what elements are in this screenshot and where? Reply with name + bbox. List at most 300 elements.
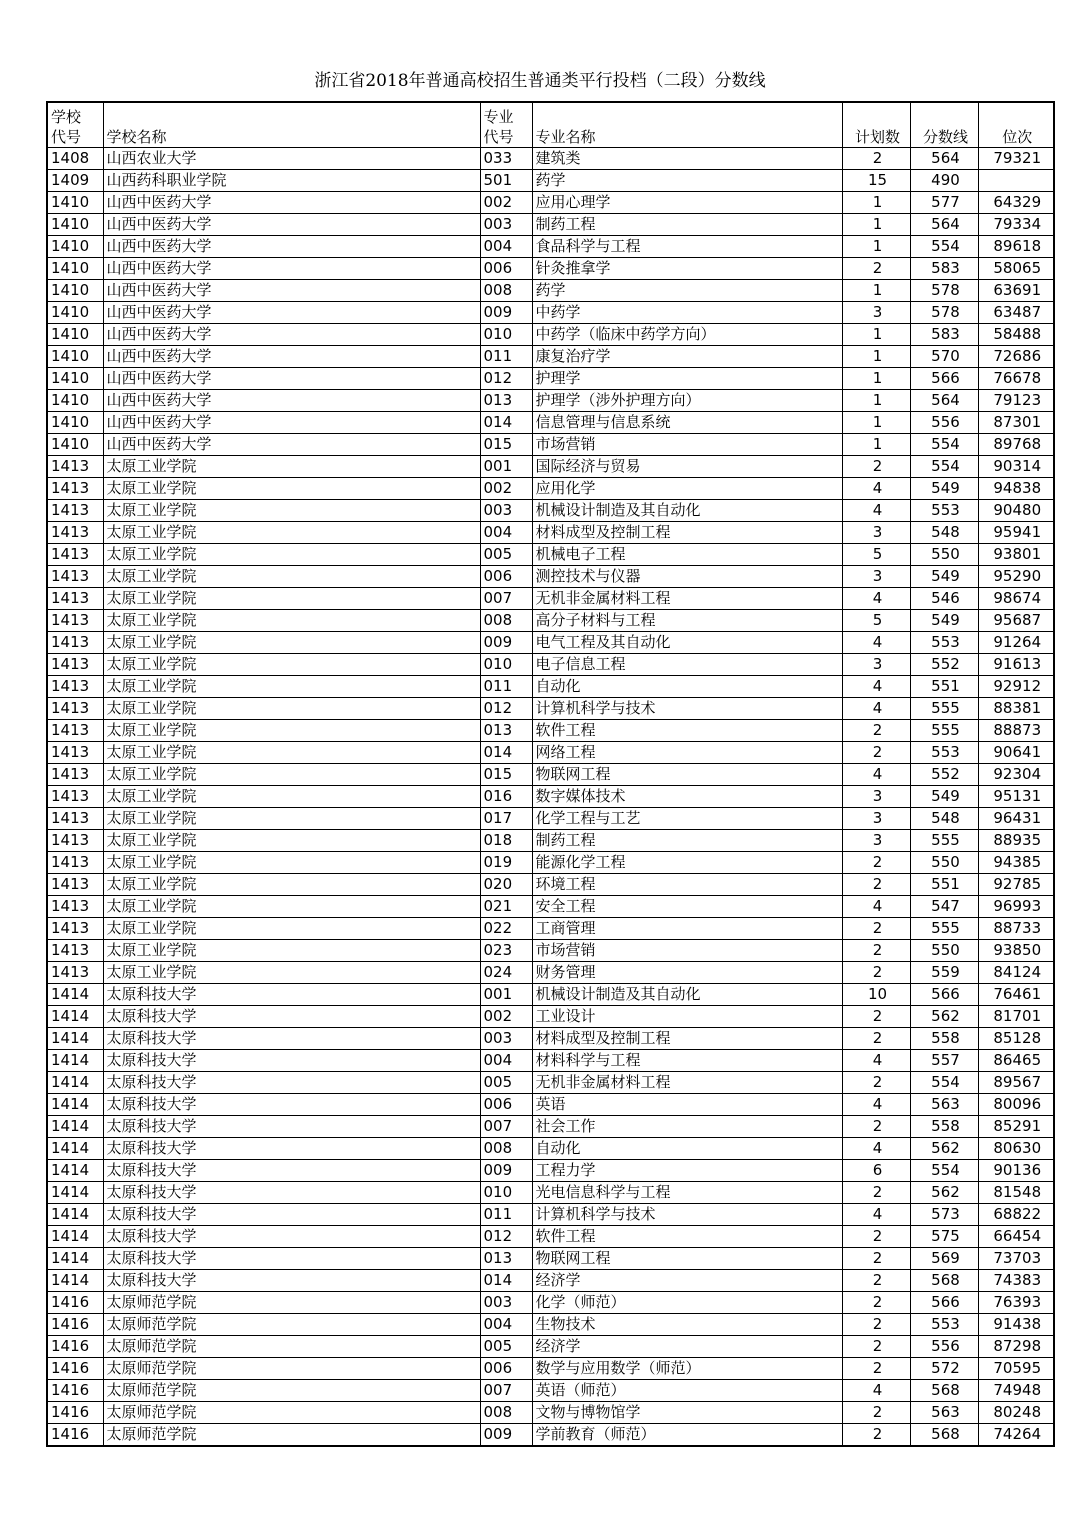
school-name-cell: 太原师范学院: [103, 1335, 480, 1357]
rank-cell: 76461: [978, 983, 1054, 1005]
major-name-cell: 能源化学工程: [532, 851, 842, 873]
school-code-cell: 1413: [47, 543, 103, 565]
school-name-cell: 山西中医药大学: [103, 389, 480, 411]
plan-count-cell: 1: [842, 389, 910, 411]
school-code-cell: 1416: [47, 1335, 103, 1357]
school-code-cell: 1416: [47, 1291, 103, 1313]
rank-cell: 64329: [978, 191, 1054, 213]
table-row: [47, 1269, 1054, 1291]
school-code-cell: 1416: [47, 1401, 103, 1423]
school-name-cell: 太原工业学院: [103, 829, 480, 851]
table-row: [47, 939, 1054, 961]
header-major-code-line1: 专业: [483, 107, 514, 126]
school-name-cell: 太原师范学院: [103, 1401, 480, 1423]
school-code-cell: 1410: [47, 279, 103, 301]
major-name-cell: 文物与博物馆学: [532, 1401, 842, 1423]
school-name-cell: 太原工业学院: [103, 961, 480, 983]
score-line-cell: 554: [910, 1071, 978, 1093]
plan-count-cell: 3: [842, 301, 910, 323]
rank-cell: 96993: [978, 895, 1054, 917]
school-code-cell: 1413: [47, 455, 103, 477]
score-line-cell: 564: [910, 389, 978, 411]
rank-cell: 88873: [978, 719, 1054, 741]
score-line-cell: 553: [910, 631, 978, 653]
school-code-cell: 1410: [47, 301, 103, 323]
major-code-cell: 009: [480, 1423, 532, 1446]
major-code-cell: 002: [480, 477, 532, 499]
school-code-cell: 1414: [47, 1247, 103, 1269]
plan-count-cell: 2: [842, 1027, 910, 1049]
major-name-cell: 针灸推拿学: [532, 257, 842, 279]
score-line-cell: 550: [910, 851, 978, 873]
table-row: [47, 213, 1054, 235]
rank-cell: 91438: [978, 1313, 1054, 1335]
score-line-cell: 566: [910, 1291, 978, 1313]
major-code-cell: 006: [480, 1357, 532, 1379]
rank-cell: [978, 169, 1054, 191]
major-name-cell: 制药工程: [532, 829, 842, 851]
school-name-cell: 山西农业大学: [103, 147, 480, 169]
major-name-cell: 自动化: [532, 675, 842, 697]
rank-cell: 74264: [978, 1423, 1054, 1446]
table-row: [47, 1291, 1054, 1313]
major-name-cell: 化学工程与工艺: [532, 807, 842, 829]
score-line-cell: 551: [910, 675, 978, 697]
rank-cell: 84124: [978, 961, 1054, 983]
rank-cell: 80248: [978, 1401, 1054, 1423]
school-name-cell: 太原工业学院: [103, 895, 480, 917]
table-row: [47, 895, 1054, 917]
major-name-cell: 工商管理: [532, 917, 842, 939]
school-code-cell: 1414: [47, 1115, 103, 1137]
major-name-cell: 材料科学与工程: [532, 1049, 842, 1071]
table-row: [47, 147, 1054, 169]
rank-cell: 73703: [978, 1247, 1054, 1269]
major-name-cell: 制药工程: [532, 213, 842, 235]
school-name-cell: 太原师范学院: [103, 1423, 480, 1446]
plan-count-cell: 2: [842, 1181, 910, 1203]
major-code-cell: 022: [480, 917, 532, 939]
school-code-cell: 1414: [47, 1027, 103, 1049]
score-line-cell: 549: [910, 609, 978, 631]
major-code-cell: 005: [480, 543, 532, 565]
major-code-cell: 014: [480, 1269, 532, 1291]
score-line-cell: 583: [910, 257, 978, 279]
major-name-cell: 市场营销: [532, 939, 842, 961]
major-name-cell: 机械设计制造及其自动化: [532, 983, 842, 1005]
major-code-cell: 004: [480, 235, 532, 257]
score-line-cell: 555: [910, 917, 978, 939]
major-name-cell: 机械电子工程: [532, 543, 842, 565]
school-name-cell: 太原科技大学: [103, 983, 480, 1005]
school-code-cell: 1416: [47, 1357, 103, 1379]
plan-count-cell: 4: [842, 1049, 910, 1071]
major-name-cell: 计算机科学与技术: [532, 697, 842, 719]
plan-count-cell: 2: [842, 1335, 910, 1357]
page-title: 浙江省2018年普通高校招生普通类平行投档（二段）分数线: [314, 71, 766, 91]
major-code-cell: 015: [480, 763, 532, 785]
school-code-cell: 1413: [47, 609, 103, 631]
score-line-cell: 577: [910, 191, 978, 213]
plan-count-cell: 1: [842, 213, 910, 235]
rank-cell: 93801: [978, 543, 1054, 565]
plan-count-cell: 3: [842, 521, 910, 543]
major-name-cell: 中药学（临床中药学方向）: [532, 323, 842, 345]
school-code-cell: 1413: [47, 917, 103, 939]
school-name-cell: 山西药科职业学院: [103, 169, 480, 191]
rank-cell: 79123: [978, 389, 1054, 411]
table-row: [47, 697, 1054, 719]
plan-count-cell: 6: [842, 1159, 910, 1181]
header-rank: 位次: [978, 102, 1054, 147]
plan-count-cell: 2: [842, 719, 910, 741]
plan-count-cell: 2: [842, 257, 910, 279]
plan-count-cell: 1: [842, 191, 910, 213]
major-name-cell: 英语（师范）: [532, 1379, 842, 1401]
rank-cell: 85128: [978, 1027, 1054, 1049]
score-line-cell: 578: [910, 301, 978, 323]
plan-count-cell: 10: [842, 983, 910, 1005]
school-name-cell: 太原工业学院: [103, 631, 480, 653]
score-line-cell: 563: [910, 1093, 978, 1115]
school-code-cell: 1413: [47, 499, 103, 521]
score-line-cell: 564: [910, 147, 978, 169]
table-row: [47, 1181, 1054, 1203]
header-plan: 计划数: [842, 102, 910, 147]
rank-cell: 87301: [978, 411, 1054, 433]
table-row: [47, 917, 1054, 939]
major-code-cell: 006: [480, 565, 532, 587]
school-name-cell: 太原科技大学: [103, 1159, 480, 1181]
plan-count-cell: 2: [842, 961, 910, 983]
school-name-cell: 太原工业学院: [103, 565, 480, 587]
rank-cell: 89567: [978, 1071, 1054, 1093]
school-code-cell: 1414: [47, 983, 103, 1005]
school-code-cell: 1413: [47, 653, 103, 675]
school-name-cell: 山西中医药大学: [103, 323, 480, 345]
plan-count-cell: 2: [842, 1269, 910, 1291]
major-name-cell: 光电信息科学与工程: [532, 1181, 842, 1203]
major-name-cell: 学前教育（师范）: [532, 1423, 842, 1446]
plan-count-cell: 4: [842, 895, 910, 917]
major-code-cell: 007: [480, 1115, 532, 1137]
school-code-cell: 1416: [47, 1313, 103, 1335]
score-line-cell: 553: [910, 1313, 978, 1335]
table-row: [47, 719, 1054, 741]
major-code-cell: 001: [480, 455, 532, 477]
plan-count-cell: 2: [842, 1313, 910, 1335]
rank-cell: 85291: [978, 1115, 1054, 1137]
rank-cell: 95290: [978, 565, 1054, 587]
major-code-cell: 013: [480, 1247, 532, 1269]
plan-count-cell: 4: [842, 763, 910, 785]
major-code-cell: 021: [480, 895, 532, 917]
table-row: [47, 587, 1054, 609]
score-line-cell: 554: [910, 235, 978, 257]
school-name-cell: 太原工业学院: [103, 653, 480, 675]
rank-cell: 86465: [978, 1049, 1054, 1071]
score-line-cell: 490: [910, 169, 978, 191]
score-line-cell: 552: [910, 763, 978, 785]
score-line-cell: 573: [910, 1203, 978, 1225]
school-code-cell: 1413: [47, 477, 103, 499]
score-line-cell: 583: [910, 323, 978, 345]
major-name-cell: 信息管理与信息系统: [532, 411, 842, 433]
header-school-code-line2: 代号: [51, 127, 82, 146]
table-row: [47, 1401, 1054, 1423]
major-code-cell: 010: [480, 323, 532, 345]
table-row: [47, 1379, 1054, 1401]
table-row: [47, 675, 1054, 697]
school-code-cell: 1416: [47, 1423, 103, 1446]
major-code-cell: 019: [480, 851, 532, 873]
table-row: [47, 653, 1054, 675]
table-row: [47, 1247, 1054, 1269]
plan-count-cell: 1: [842, 411, 910, 433]
school-name-cell: 太原科技大学: [103, 1203, 480, 1225]
table-row: [47, 1225, 1054, 1247]
major-code-cell: 013: [480, 719, 532, 741]
school-name-cell: 山西中医药大学: [103, 191, 480, 213]
table-row: [47, 829, 1054, 851]
major-name-cell: 物联网工程: [532, 763, 842, 785]
school-code-cell: 1414: [47, 1181, 103, 1203]
major-code-cell: 008: [480, 609, 532, 631]
rank-cell: 79321: [978, 147, 1054, 169]
school-name-cell: 山西中医药大学: [103, 411, 480, 433]
major-name-cell: 应用心理学: [532, 191, 842, 213]
major-name-cell: 药学: [532, 279, 842, 301]
table-row: [47, 1159, 1054, 1181]
plan-count-cell: 5: [842, 543, 910, 565]
rank-cell: 76393: [978, 1291, 1054, 1313]
rank-cell: 80630: [978, 1137, 1054, 1159]
rank-cell: 68822: [978, 1203, 1054, 1225]
major-code-cell: 012: [480, 697, 532, 719]
school-code-cell: 1413: [47, 895, 103, 917]
school-name-cell: 太原科技大学: [103, 1027, 480, 1049]
table-row: [47, 1027, 1054, 1049]
rank-cell: 94385: [978, 851, 1054, 873]
table-row: [47, 851, 1054, 873]
plan-count-cell: 2: [842, 741, 910, 763]
major-name-cell: 护理学: [532, 367, 842, 389]
rank-cell: 91613: [978, 653, 1054, 675]
rank-cell: 95941: [978, 521, 1054, 543]
major-code-cell: 005: [480, 1335, 532, 1357]
school-name-cell: 山西中医药大学: [103, 367, 480, 389]
rank-cell: 96431: [978, 807, 1054, 829]
plan-count-cell: 2: [842, 1225, 910, 1247]
major-name-cell: 工程力学: [532, 1159, 842, 1181]
rank-cell: 87298: [978, 1335, 1054, 1357]
plan-count-cell: 3: [842, 653, 910, 675]
major-name-cell: 电气工程及其自动化: [532, 631, 842, 653]
rank-cell: 90641: [978, 741, 1054, 763]
school-code-cell: 1410: [47, 257, 103, 279]
table-row: [47, 411, 1054, 433]
header-school-code: [47, 102, 103, 147]
major-name-cell: 财务管理: [532, 961, 842, 983]
table-row: [47, 323, 1054, 345]
plan-count-cell: 1: [842, 235, 910, 257]
major-name-cell: 安全工程: [532, 895, 842, 917]
rank-cell: 88733: [978, 917, 1054, 939]
major-code-cell: 003: [480, 1291, 532, 1313]
major-code-cell: 003: [480, 499, 532, 521]
major-code-cell: 033: [480, 147, 532, 169]
table-row: [47, 169, 1054, 191]
score-line-cell: 555: [910, 697, 978, 719]
school-code-cell: 1414: [47, 1203, 103, 1225]
major-code-cell: 003: [480, 213, 532, 235]
plan-count-cell: 15: [842, 169, 910, 191]
major-name-cell: 护理学（涉外护理方向）: [532, 389, 842, 411]
score-line-cell: 566: [910, 983, 978, 1005]
school-code-cell: 1413: [47, 631, 103, 653]
rank-cell: 95131: [978, 785, 1054, 807]
school-name-cell: 太原科技大学: [103, 1247, 480, 1269]
school-code-cell: 1414: [47, 1071, 103, 1093]
score-line-cell: 575: [910, 1225, 978, 1247]
major-code-cell: 016: [480, 785, 532, 807]
score-line-cell: 570: [910, 345, 978, 367]
score-line-cell: 562: [910, 1005, 978, 1027]
table-row: [47, 631, 1054, 653]
major-code-cell: 014: [480, 741, 532, 763]
rank-cell: 58065: [978, 257, 1054, 279]
rank-cell: 66454: [978, 1225, 1054, 1247]
school-name-cell: 太原工业学院: [103, 763, 480, 785]
school-name-cell: 山西中医药大学: [103, 257, 480, 279]
school-name-cell: 太原工业学院: [103, 851, 480, 873]
plan-count-cell: 4: [842, 697, 910, 719]
plan-count-cell: 2: [842, 1115, 910, 1137]
school-code-cell: 1413: [47, 939, 103, 961]
rank-cell: 63691: [978, 279, 1054, 301]
table-row: [47, 257, 1054, 279]
table-row: [47, 807, 1054, 829]
rank-cell: 90136: [978, 1159, 1054, 1181]
plan-count-cell: 1: [842, 345, 910, 367]
score-line-cell: 556: [910, 411, 978, 433]
table-row: [47, 1423, 1054, 1446]
major-name-cell: 机械设计制造及其自动化: [532, 499, 842, 521]
table-row: [47, 1335, 1054, 1357]
score-line-cell: 563: [910, 1401, 978, 1423]
school-code-cell: 1413: [47, 697, 103, 719]
score-line-cell: 547: [910, 895, 978, 917]
plan-count-cell: 2: [842, 873, 910, 895]
table-row: [47, 433, 1054, 455]
score-line-cell: 558: [910, 1115, 978, 1137]
major-code-cell: 010: [480, 1181, 532, 1203]
school-name-cell: 山西中医药大学: [103, 301, 480, 323]
school-name-cell: 太原工业学院: [103, 939, 480, 961]
header-major-code: [480, 102, 532, 147]
school-name-cell: 太原工业学院: [103, 477, 480, 499]
score-line-cell: 566: [910, 367, 978, 389]
major-code-cell: 007: [480, 587, 532, 609]
plan-count-cell: 3: [842, 785, 910, 807]
school-name-cell: 太原工业学院: [103, 587, 480, 609]
major-name-cell: 计算机科学与技术: [532, 1203, 842, 1225]
score-table: [46, 101, 1055, 1447]
major-name-cell: 工业设计: [532, 1005, 842, 1027]
rank-cell: 94838: [978, 477, 1054, 499]
school-code-cell: 1413: [47, 719, 103, 741]
table-row: [47, 477, 1054, 499]
score-line-cell: 555: [910, 829, 978, 851]
major-code-cell: 004: [480, 521, 532, 543]
major-name-cell: 自动化: [532, 1137, 842, 1159]
plan-count-cell: 2: [842, 147, 910, 169]
school-code-cell: 1413: [47, 961, 103, 983]
school-name-cell: 太原科技大学: [103, 1137, 480, 1159]
score-line-cell: 552: [910, 653, 978, 675]
table-row: [47, 367, 1054, 389]
school-name-cell: 太原科技大学: [103, 1005, 480, 1027]
score-line-cell: 554: [910, 1159, 978, 1181]
school-name-cell: 太原工业学院: [103, 675, 480, 697]
plan-count-cell: 2: [842, 1401, 910, 1423]
rank-cell: 88381: [978, 697, 1054, 719]
rank-cell: 74383: [978, 1269, 1054, 1291]
plan-count-cell: 4: [842, 1093, 910, 1115]
plan-count-cell: 4: [842, 1203, 910, 1225]
score-line-cell: 568: [910, 1423, 978, 1446]
major-name-cell: 网络工程: [532, 741, 842, 763]
major-name-cell: 生物技术: [532, 1313, 842, 1335]
score-line-cell: 558: [910, 1027, 978, 1049]
plan-count-cell: 1: [842, 367, 910, 389]
major-code-cell: 024: [480, 961, 532, 983]
major-name-cell: 经济学: [532, 1269, 842, 1291]
score-line-cell: 568: [910, 1379, 978, 1401]
rank-cell: 92304: [978, 763, 1054, 785]
score-line-cell: 564: [910, 213, 978, 235]
major-code-cell: 011: [480, 345, 532, 367]
major-code-cell: 002: [480, 191, 532, 213]
major-name-cell: 应用化学: [532, 477, 842, 499]
table-row: [47, 785, 1054, 807]
table-row: [47, 1071, 1054, 1093]
major-name-cell: 测控技术与仪器: [532, 565, 842, 587]
school-name-cell: 太原科技大学: [103, 1071, 480, 1093]
school-name-cell: 太原工业学院: [103, 807, 480, 829]
major-code-cell: 015: [480, 433, 532, 455]
major-code-cell: 004: [480, 1049, 532, 1071]
score-line-cell: 553: [910, 499, 978, 521]
major-code-cell: 003: [480, 1027, 532, 1049]
school-name-cell: 太原科技大学: [103, 1049, 480, 1071]
plan-count-cell: 2: [842, 1247, 910, 1269]
major-name-cell: 英语: [532, 1093, 842, 1115]
score-line-cell: 572: [910, 1357, 978, 1379]
school-name-cell: 太原科技大学: [103, 1115, 480, 1137]
table-row: [47, 1313, 1054, 1335]
major-name-cell: 食品科学与工程: [532, 235, 842, 257]
school-code-cell: 1410: [47, 411, 103, 433]
school-code-cell: 1410: [47, 345, 103, 367]
table-row: [47, 1137, 1054, 1159]
plan-count-cell: 4: [842, 587, 910, 609]
school-name-cell: 山西中医药大学: [103, 433, 480, 455]
school-code-cell: 1410: [47, 213, 103, 235]
rank-cell: 79334: [978, 213, 1054, 235]
school-code-cell: 1413: [47, 807, 103, 829]
table-row: [47, 741, 1054, 763]
